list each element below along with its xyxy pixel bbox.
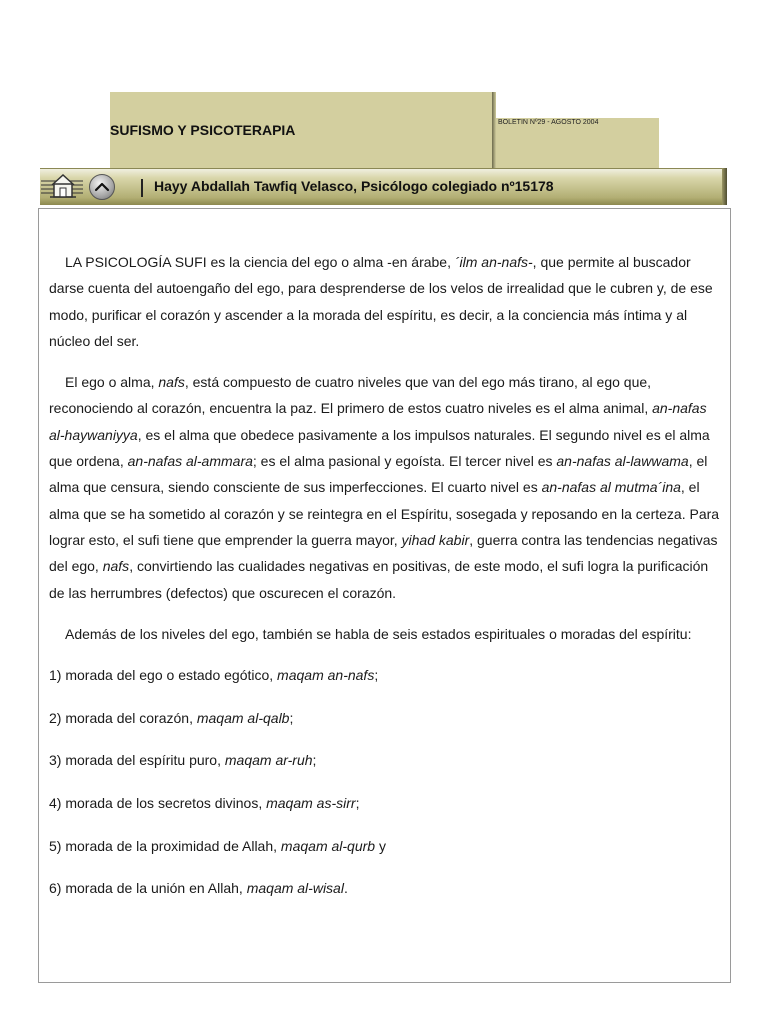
- article-frame: [38, 208, 731, 983]
- author-label: Hayy Abdallah Tawfiq Velasco, Psicólogo colegiado nº15178: [154, 178, 554, 194]
- text-run: , el alma que se ha sometido al corazón y se reintegra en el Espíritu, sosegada y reposando en la certeza. Para lograr esto, el sufi tiene que emprender la guerra mayor,: [49, 479, 720, 548]
- term-yihad-kabir: yihad kabir: [401, 531, 470, 548]
- bar-separator: [141, 179, 143, 197]
- text-run: ; es el alma pasional y egoísta. El tercer nivel es: [252, 453, 557, 470]
- list-item: [49, 705, 721, 731]
- text-run: LA PSICOLOGÍA SUFI es la ciencia del ego o alma -en árabe,: [65, 254, 455, 270]
- list-item: [49, 875, 721, 901]
- item-text: 4) morada de los secretos divinos,: [49, 794, 267, 811]
- item-text: 5) morada de la proximidad de Allah,: [49, 837, 281, 854]
- item-term: maqam al-wisal: [246, 880, 344, 897]
- item-text: 6) morada de la unión en Allah,: [49, 880, 247, 897]
- item-end: ;: [355, 794, 360, 811]
- chevron-up-icon: [90, 175, 114, 199]
- item-text: 2) morada del corazón,: [49, 709, 197, 726]
- term-ilm-an-nafs: ´ilm an-nafs-: [454, 254, 533, 270]
- paragraph-ego-levels: [49, 369, 721, 606]
- article-body: [49, 249, 721, 918]
- text-run: , guerra contra las tendencias negativas del ego,: [49, 531, 718, 575]
- list-item: [49, 790, 721, 816]
- list-item: [49, 833, 721, 859]
- bulletin-label: BOLETIN Nº29 - AGOSTO 2004: [498, 119, 599, 126]
- term-mutmaina: an-nafas al mutma´ina: [541, 479, 681, 496]
- text-run: , está compuesto de cuatro niveles que van del ego más tirano, al ego que, reconociendo al corazón, encuentra la paz. El primero de estos cuatro niveles es el alma animal,: [49, 374, 653, 417]
- item-end: ;: [289, 709, 294, 726]
- item-end: .: [343, 880, 348, 897]
- term-lawwama: an-nafas al-lawwama: [556, 453, 689, 470]
- page-title: SUFISMO Y PSICOTERAPIA: [110, 122, 296, 138]
- item-text: 1) morada del ego o estado egótico,: [49, 667, 278, 684]
- item-term: maqam as-sirr: [266, 794, 356, 811]
- home-icon[interactable]: [40, 172, 84, 200]
- item-end: ;: [312, 752, 317, 769]
- item-end: y: [375, 837, 386, 854]
- text-run: , el alma que censura, siendo consciente de sus imperfecciones. El cuarto nivel es: [49, 453, 708, 496]
- item-term: maqam an-nafs: [277, 667, 375, 684]
- term-haywaniyya: an-nafas al-haywaniyya: [49, 400, 707, 443]
- paragraph-stations: Además de los niveles del ego, también se habla de seis estados espirituales o moradas del espíritu:: [65, 625, 692, 642]
- list-item: [49, 662, 721, 688]
- term-nafs: nafs: [158, 374, 185, 391]
- item-term: maqam al-qalb: [196, 709, 290, 726]
- term-nafs: nafs: [102, 558, 130, 575]
- list-item: [49, 747, 721, 773]
- item-term: maqam al-qurb: [280, 837, 376, 854]
- paragraph-intro: [49, 249, 721, 354]
- item-text: 3) morada del espíritu puro,: [49, 752, 225, 769]
- text-run: El ego o alma,: [65, 374, 159, 391]
- text-run: , es el alma que obedece pasivamente a los impulsos naturales. El segundo nivel es el alma que ordena,: [49, 426, 710, 470]
- item-end: ;: [374, 667, 379, 684]
- text-run: , que permite al buscador darse cuenta del autoengaño del ego, para desprenderse de los velos de irrealidad que le cubren y, de ese modo, purificar el corazón y ascender a la morada del espíritu, es decir, a la conciencia más íntima y al núcleo del ser.: [49, 254, 713, 349]
- navigation-bar-end: [722, 168, 727, 205]
- text-run: , convirtiendo las cualidades negativas en positivas, de este modo, el sufi logra la purificación de las herrumbres (defectos) que oscurecen el corazón.: [49, 558, 709, 601]
- term-ammara: an-nafas al-ammara: [127, 453, 253, 470]
- scroll-up-button[interactable]: [89, 174, 115, 200]
- item-term: maqam ar-ruh: [224, 752, 313, 769]
